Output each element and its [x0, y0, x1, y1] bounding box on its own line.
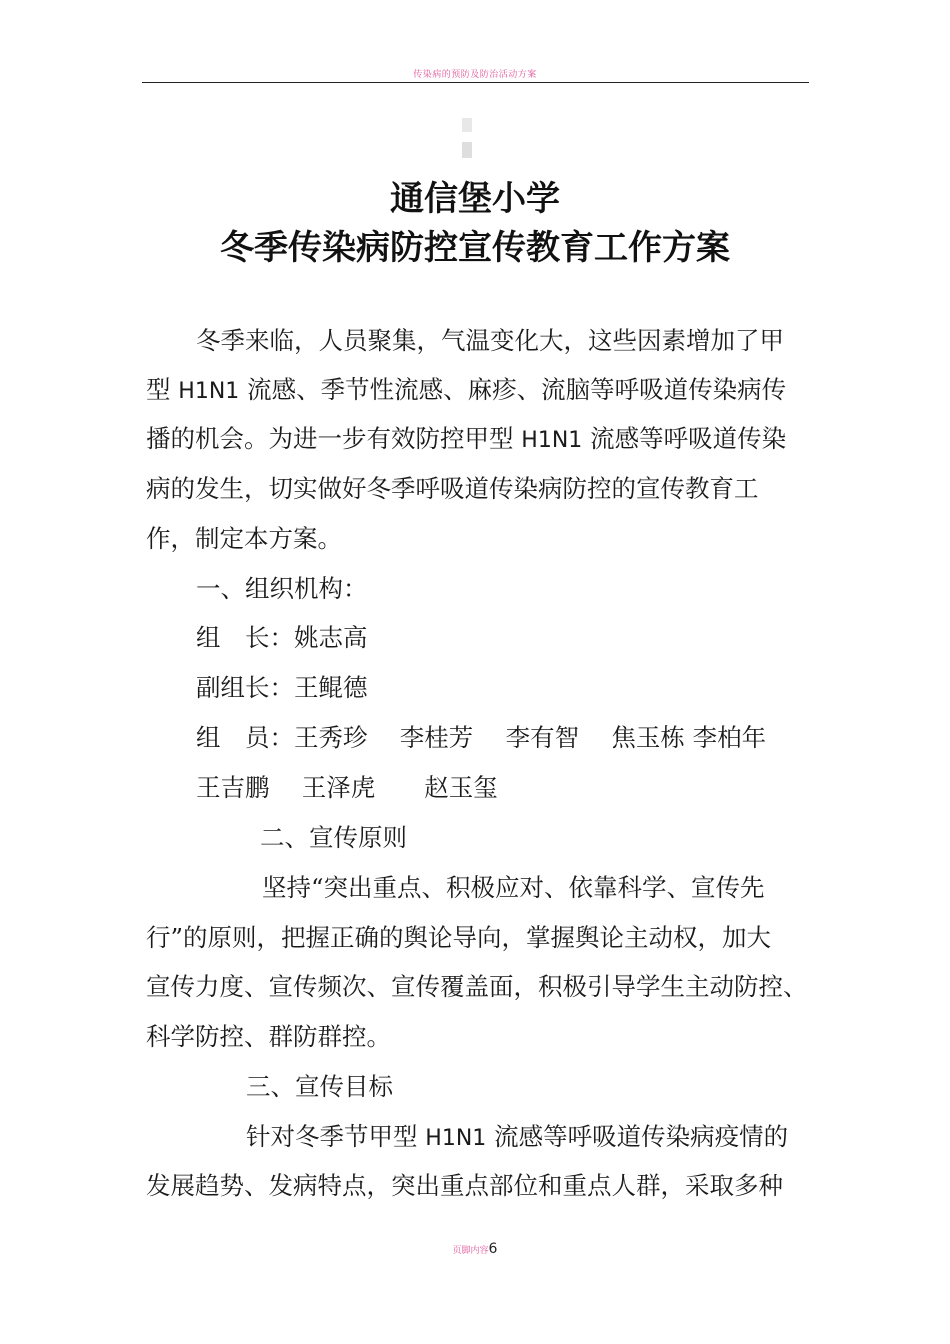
paragraph-line: 科学防控、群防群控。 [146, 1022, 391, 1051]
paragraph-line: 型 H1N1 流感、季节性流感、麻疹、流脑等呼吸道传染病传 [146, 375, 787, 404]
document-title-plan: 冬季传染病防控宣传教育工作方案 [220, 228, 730, 268]
scan-mark [462, 142, 472, 158]
org-deputy: 副组长：王鲲德 [196, 673, 368, 702]
scan-mark [462, 118, 472, 132]
org-leader: 组 长：姚志高 [196, 623, 368, 652]
page-number: 6 [488, 1241, 498, 1257]
paragraph-line: 发展趋势、发病特点，突出重点部位和重点人群，采取多种 [146, 1171, 783, 1200]
document-title-school: 通信堡小学 [390, 179, 560, 219]
section-heading: 三、宣传目标 [246, 1072, 393, 1101]
section-heading: 一、组织机构： [196, 574, 368, 603]
paragraph-line: 作，制定本方案。 [146, 524, 342, 553]
paragraph-line: 宣传力度、宣传频次、宣传覆盖面，积极引导学生主动防控、 [146, 972, 808, 1001]
org-members-cont: 王吉鹏 王泽虎 赵玉玺 [196, 773, 498, 802]
paragraph-line: 坚持“突出重点、积极应对、依靠科学、宣传先 [262, 873, 765, 902]
section-heading: 二、宣传原则 [260, 823, 407, 852]
paragraph-line: 播的机会。为进一步有效防控甲型 H1N1 流感等呼吸道传染 [146, 424, 787, 453]
page-header: 传染病的预防及防治活动方案 [413, 70, 537, 80]
paragraph-line: 针对冬季节甲型 H1N1 流感等呼吸道传染病疫情的 [246, 1122, 789, 1151]
footer-label: 页脚内容 [452, 1246, 489, 1256]
paragraph-line: 冬季来临，人员聚集，气温变化大，这些因素增加了甲 [196, 326, 784, 355]
paragraph-line: 行”的原则，把握正确的舆论导向，掌握舆论主动权，加大 [146, 923, 772, 952]
page-footer [0, 1241, 950, 1257]
header-rule [142, 82, 809, 83]
paragraph-line: 病的发生，切实做好冬季呼吸道传染病防控的宣传教育工 [146, 474, 759, 503]
org-members: 组 员：王秀珍 李桂芳 李有智 焦玉栋 李柏年 [196, 723, 767, 752]
